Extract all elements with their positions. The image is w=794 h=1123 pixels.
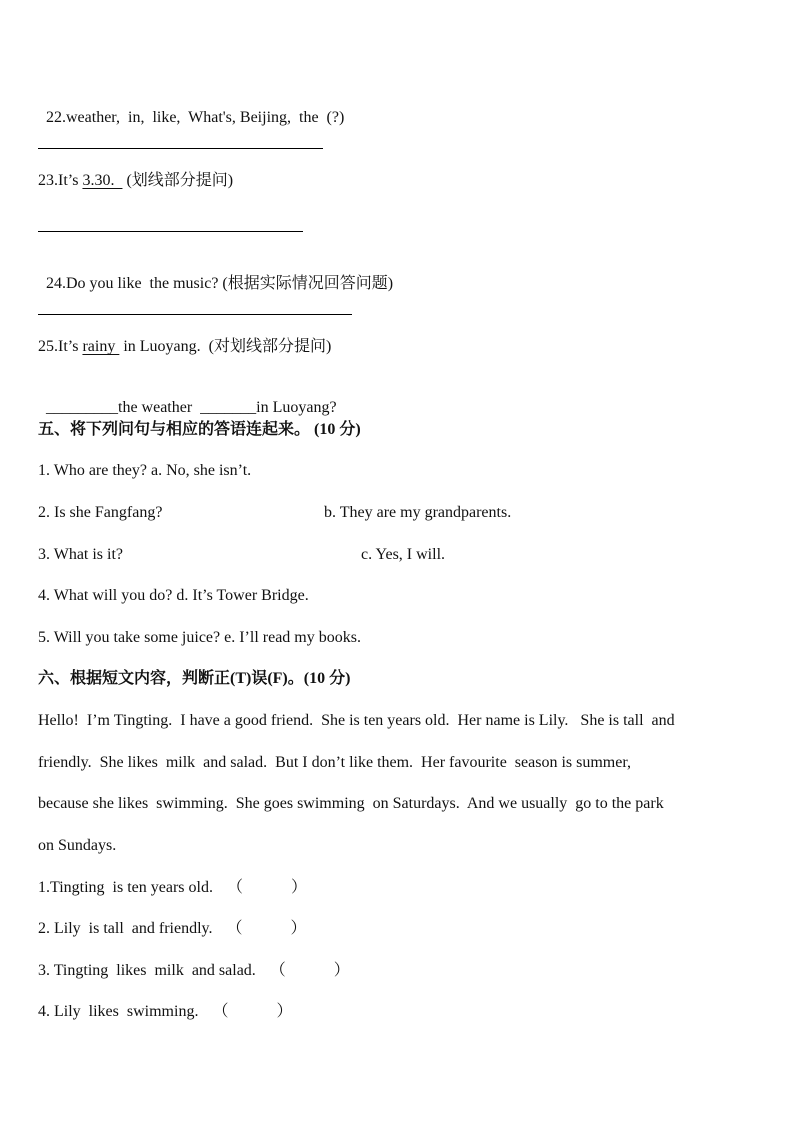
question-24-text: 24.Do you like the music? (根据实际情况回答问题) (46, 275, 394, 292)
question-25-prefix: 25.It’s (38, 338, 83, 355)
match-question: 2. Is she Fangfang? (38, 504, 163, 521)
answer-bracket[interactable]: （ ） (269, 962, 350, 979)
answer-line-24[interactable] (38, 314, 352, 315)
question-25-suffix: in Luoyang. (对划线部分提问) (119, 338, 332, 355)
answer-line-22[interactable] (38, 148, 323, 149)
answer-line-23[interactable] (38, 231, 303, 232)
question-23-suffix: (划线部分提问) (122, 172, 234, 189)
section-5-title: 五、将下列问句与相应的答语连起来。 (10 分) (38, 421, 361, 438)
match-answer: b. They are my grandparents. (324, 504, 512, 521)
match-answer: e. I’ll read my books. (224, 629, 361, 646)
question-25-answer[interactable] (38, 378, 337, 418)
question-25 (38, 337, 331, 357)
match-item-2 (38, 503, 162, 523)
match-question: 5. Will you take some juice? (38, 629, 221, 646)
passage-line-2: friendly. She likes milk and salad. But I don’t like them. Her favourite season is summer, (38, 754, 632, 771)
match-item-4 (38, 586, 309, 606)
question-25-answer-text: _________the weather _______in Luoyang? (46, 399, 337, 416)
question-23-underlined: 3.30. (82, 172, 123, 189)
match-answer: a. No, she isn’t. (151, 462, 252, 479)
match-item-5 (38, 628, 361, 648)
answer-bracket[interactable]: （ ） (226, 879, 307, 896)
match-answer: d. It’s Tower Bridge. (176, 587, 309, 604)
statement-2 (38, 919, 307, 939)
passage-line-4: on Sundays. (38, 837, 117, 854)
question-23 (38, 171, 233, 191)
statement-1 (38, 878, 307, 898)
question-25-underlined: rainy (82, 338, 120, 355)
answer-bracket[interactable]: （ ） (226, 920, 307, 937)
question-24 (38, 254, 393, 294)
statement-text: 1.Tingting is ten years old. (38, 879, 213, 896)
statement-text: 2. Lily is tall and friendly. (38, 920, 213, 937)
question-23-prefix: 23.It’s (38, 172, 83, 189)
match-question: 3. What is it? (38, 546, 124, 563)
section-6-title: 六、根据短文内容，判断正(T)误(F)。(10 分) (38, 670, 351, 687)
statement-3 (38, 961, 350, 981)
passage-line-1: Hello! I’m Tingting. I have a good friend. She is ten years old. Her name is Lily. She is tall and (38, 712, 675, 729)
match-question: 4. What will you do? (38, 587, 173, 604)
question-22 (38, 88, 344, 128)
match-item-1 (38, 461, 251, 481)
statement-text: 3. Tingting likes milk and salad. (38, 962, 256, 979)
match-question: 1. Who are they? (38, 462, 147, 479)
statement-text: 4. Lily likes swimming. (38, 1003, 199, 1020)
statement-4 (38, 1002, 292, 1022)
question-22-text: 22.weather, in, like, What's, Beijing, the (?) (46, 109, 345, 126)
answer-bracket[interactable]: （ ） (212, 1003, 293, 1020)
match-item-3 (38, 545, 123, 565)
match-answer: c. Yes, I will. (361, 546, 446, 563)
passage-line-3: because she likes swimming. She goes swimming on Saturdays. And we usually go to the park (38, 795, 664, 812)
